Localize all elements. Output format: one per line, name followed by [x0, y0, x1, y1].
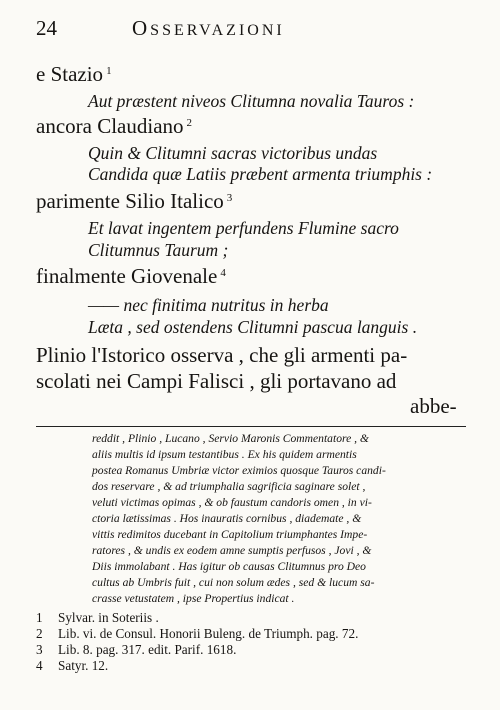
- note-line: crasse vetustatem , ipse Propertius indicat .: [92, 592, 295, 605]
- quote-line: Candida quæ Latiis præbent armenta triumphis :: [88, 164, 433, 184]
- note-line: aliis multis id ipsum testantibus . Ex his quidem armentis: [92, 448, 357, 461]
- note-line: vittis redimitos ducebant in Capitolium triumphantes Impe-: [92, 528, 368, 541]
- text-line: [36, 62, 112, 87]
- text-line: [36, 114, 192, 139]
- quote-line: —— nec finitima nutritus in herba: [88, 295, 329, 315]
- footnote-ref: 4: [220, 267, 226, 279]
- footnote: [36, 658, 108, 674]
- line-text: finalmente Giovenale: [36, 264, 218, 288]
- footnote-ref: 1: [106, 65, 112, 77]
- note-line: cultus ab Umbris fuit , cui non solum ædes , sed & lucum sa-: [92, 576, 375, 589]
- footnote-number: 3: [36, 642, 43, 657]
- page-header: [36, 14, 466, 44]
- quote-line: Aut præstent niveos Clitumna novalia Tauros :: [88, 91, 415, 111]
- note-line: ratores , & undis ex eodem amne sumptis perfusos , Jovi , &: [92, 544, 372, 557]
- line-text: e Stazio: [36, 62, 104, 86]
- note-line: Diis immolabant . Has igitur ob causas Clitumnus pro Deo: [92, 560, 366, 573]
- note-line: postea Romanus Umbriæ victor eximios quosque Tauros candi-: [92, 464, 386, 477]
- footnote-text: Sylvar. in Soteriis .: [58, 610, 159, 625]
- quote-line: Clitumnus Taurum ;: [88, 240, 229, 260]
- footnote: [36, 642, 236, 658]
- footnote-text: Satyr. 12.: [58, 658, 109, 673]
- text-line: [36, 189, 232, 214]
- footnote-number: 4: [36, 658, 43, 673]
- footnote-ref: 3: [226, 192, 233, 204]
- quote-line: Læta , sed ostendens Clitumni pascua languis .: [88, 317, 418, 337]
- quote-line: Et lavat ingentem perfundens Flumine sacro: [88, 218, 399, 238]
- page-number: 24: [36, 16, 57, 40]
- catchword: abbe-: [410, 394, 457, 418]
- footnote: [36, 610, 159, 626]
- note-line: ctoria lætissimas . Hos inauratis cornibus , diademate , &: [92, 512, 362, 525]
- footnote-text: Lib. 8. pag. 317. edit. Parif. 1618.: [58, 642, 237, 657]
- text-line: Plinio l'Istorico osserva , che gli armenti pa-: [36, 343, 408, 367]
- footnote-ref: 2: [186, 117, 193, 129]
- text-line: [36, 264, 226, 289]
- note-line: veluti victimas opimas , & ob faustum candoris omen , in vi-: [92, 496, 372, 509]
- running-title: OSSERVAZIONI: [132, 16, 285, 40]
- quote-line: Quin & Clitumni sacras victoribus undas: [88, 143, 378, 163]
- note-line: dos reservare , & ad triumphalia sagrificia saginare solet ,: [92, 480, 366, 493]
- footnote-text: Lib. vi. de Consul. Honorii Buleng. de Triumph. pag. 72.: [58, 626, 359, 641]
- note-line: reddit , Plinio , Lucano , Servio Maronis Commentatore , &: [92, 432, 369, 445]
- text-line: scolati nei Campi Falisci , gli portavano ad: [36, 369, 397, 393]
- footnote: [36, 626, 358, 642]
- line-text: ancora Claudiano: [36, 114, 184, 138]
- footnote-number: 1: [36, 610, 43, 625]
- footnote-number: 2: [36, 626, 43, 641]
- line-text: parimente Silio Italico: [36, 189, 224, 213]
- footnote-rule: [36, 426, 466, 427]
